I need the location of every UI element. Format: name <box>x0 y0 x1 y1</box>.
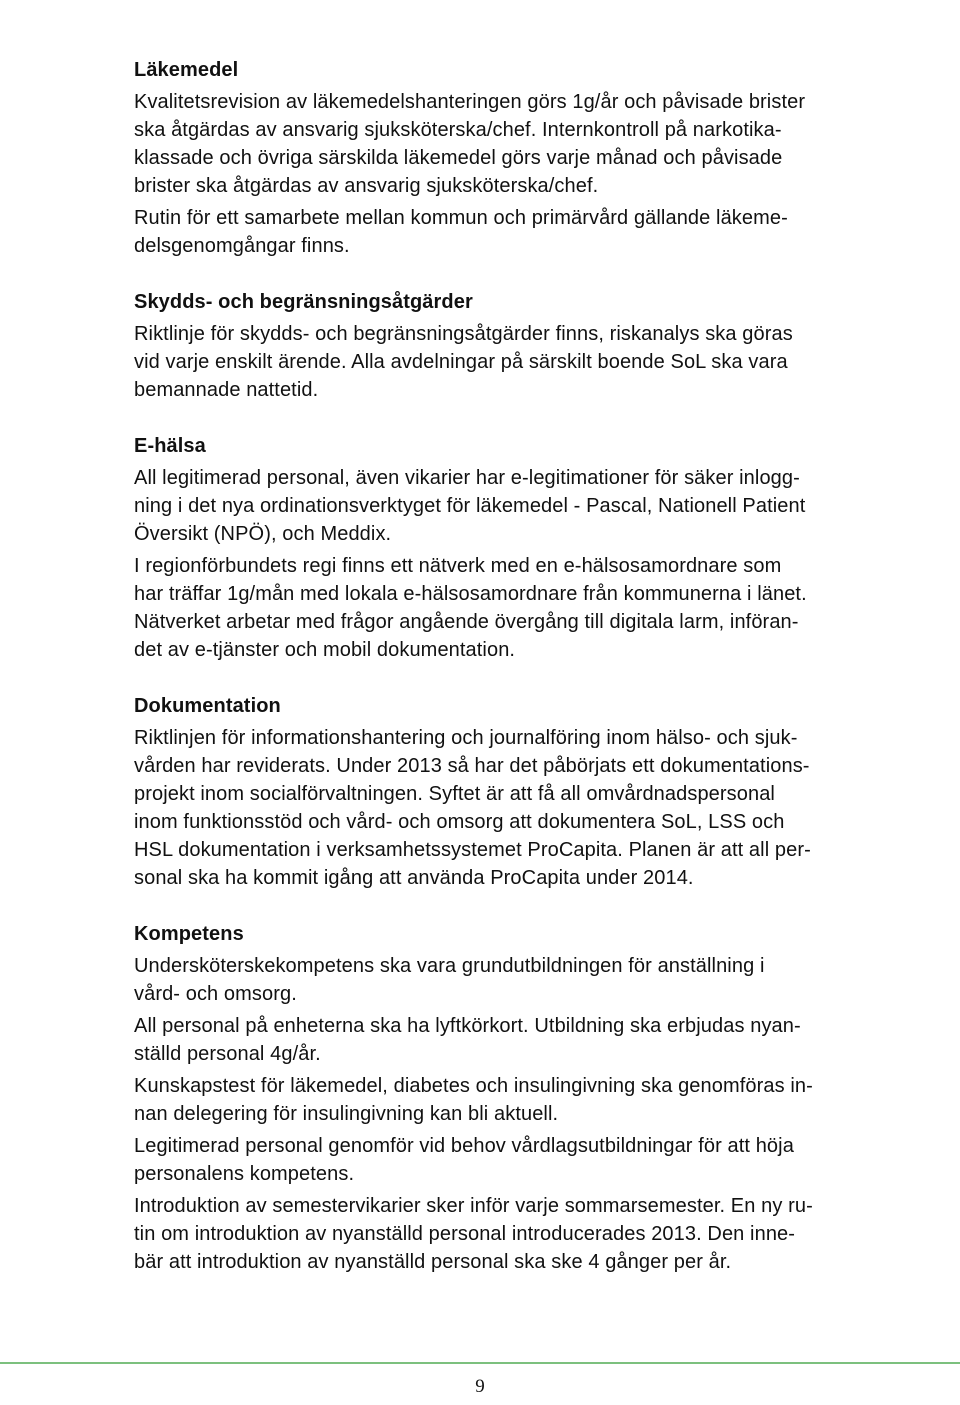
section-4 <box>134 920 924 1276</box>
paragraph <box>134 1072 924 1128</box>
paragraph <box>134 464 924 548</box>
section-heading: Skydds- och begränsningsåtgärder <box>134 291 473 313</box>
paragraph <box>134 320 924 404</box>
text-line: vården har reviderats. Under 2013 så har det påbörjats ett dokumentations- <box>134 755 810 777</box>
text-line: det av e-tjänster och mobil dokumentation. <box>134 639 516 661</box>
text-line: bär att introduktion av nyanställd personal ska ske 4 gånger per år. <box>134 1251 732 1273</box>
text-line: I regionförbundets regi finns ett nätverk med en e-hälsosamordnare som <box>134 555 782 577</box>
paragraph <box>134 1192 924 1276</box>
text-line: Översikt (NPÖ), och Meddix. <box>134 523 392 545</box>
text-line: nan delegering för insulingivning kan bli aktuell. <box>134 1103 559 1125</box>
text-line: projekt inom socialförvaltningen. Syftet är att få all omvårdnadspersonal <box>134 783 775 805</box>
text-line: ska åtgärdas av ansvarig sjuksköterska/chef. Internkontroll på narkotika- <box>134 119 782 141</box>
page-number: 9 <box>475 1376 485 1397</box>
text-line: Rutin för ett samarbete mellan kommun och primärvård gällande läkeme- <box>134 207 788 229</box>
section-heading: Läkemedel <box>134 59 239 81</box>
paragraph <box>134 552 924 664</box>
section-heading: Kompetens <box>134 923 244 945</box>
section-2 <box>134 432 924 664</box>
text-line: Kvalitetsrevision av läkemedelshanteringen görs 1g/år och påvisade brister <box>134 91 806 113</box>
text-line: klassade och övriga särskilda läkemedel görs varje månad och påvisade <box>134 147 783 169</box>
text-line: Kunskapstest för läkemedel, diabetes och insulingivning ska genomföras in- <box>134 1075 813 1097</box>
text-line: bemannade nattetid. <box>134 379 319 401</box>
paragraph <box>134 88 924 200</box>
text-line: personalens kompetens. <box>134 1163 355 1185</box>
paragraph <box>134 1012 924 1068</box>
section-0 <box>134 56 924 260</box>
text-line: vård- och omsorg. <box>134 983 297 1005</box>
text-line: Riktlinjen för informationshantering och journalföring inom hälso- och sjuk- <box>134 727 798 749</box>
text-line: ställd personal 4g/år. <box>134 1043 321 1065</box>
text-line: Legitimerad personal genomför vid behov vårdlagsutbildningar för att höja <box>134 1135 794 1157</box>
section-3 <box>134 692 924 892</box>
text-line: tin om introduktion av nyanställd personal introducerades 2013. Den inne- <box>134 1223 796 1245</box>
text-line: Introduktion av semestervikarier sker inför varje sommarsemester. En ny ru- <box>134 1195 813 1217</box>
text-line: har träffar 1g/mån med lokala e-hälsosamordnare från kommunerna i länet. <box>134 583 807 605</box>
paragraph <box>134 724 924 892</box>
document-body <box>134 56 924 1304</box>
text-line: vid varje enskilt ärende. Alla avdelningar på särskilt boende SoL ska vara <box>134 351 788 373</box>
text-line: ning i det nya ordinationsverktyget för läkemedel - Pascal, Nationell Patient <box>134 495 806 517</box>
text-line: All legitimerad personal, även vikarier har e-legitimationer för säker inlogg- <box>134 467 800 489</box>
text-line: Riktlinje för skydds- och begränsningsåtgärder finns, riskanalys ska göras <box>134 323 793 345</box>
text-line: brister ska åtgärdas av ansvarig sjuksköterska/chef. <box>134 175 599 197</box>
section-heading: Dokumentation <box>134 695 281 717</box>
text-line: Undersköterskekompetens ska vara grundutbildningen för anställning i <box>134 955 765 977</box>
text-line: inom funktionsstöd och vård- och omsorg att dokumentera SoL, LSS och <box>134 811 785 833</box>
text-line: sonal ska ha kommit igång att använda ProCapita under 2014. <box>134 867 694 889</box>
text-line: All personal på enheterna ska ha lyftkörkort. Utbildning ska erbjudas nyan- <box>134 1015 801 1037</box>
paragraph <box>134 204 924 260</box>
text-line: HSL dokumentation i verksamhetssystemet ProCapita. Planen är att all per- <box>134 839 811 861</box>
paragraph <box>134 1132 924 1188</box>
page-footer <box>0 1362 960 1405</box>
section-heading: E-hälsa <box>134 435 206 457</box>
footer-rule <box>0 1362 960 1364</box>
section-1 <box>134 288 924 404</box>
text-line: delsgenomgångar finns. <box>134 235 350 257</box>
paragraph <box>134 952 924 1008</box>
text-line: Nätverket arbetar med frågor angående övergång till digitala larm, införan- <box>134 611 799 633</box>
